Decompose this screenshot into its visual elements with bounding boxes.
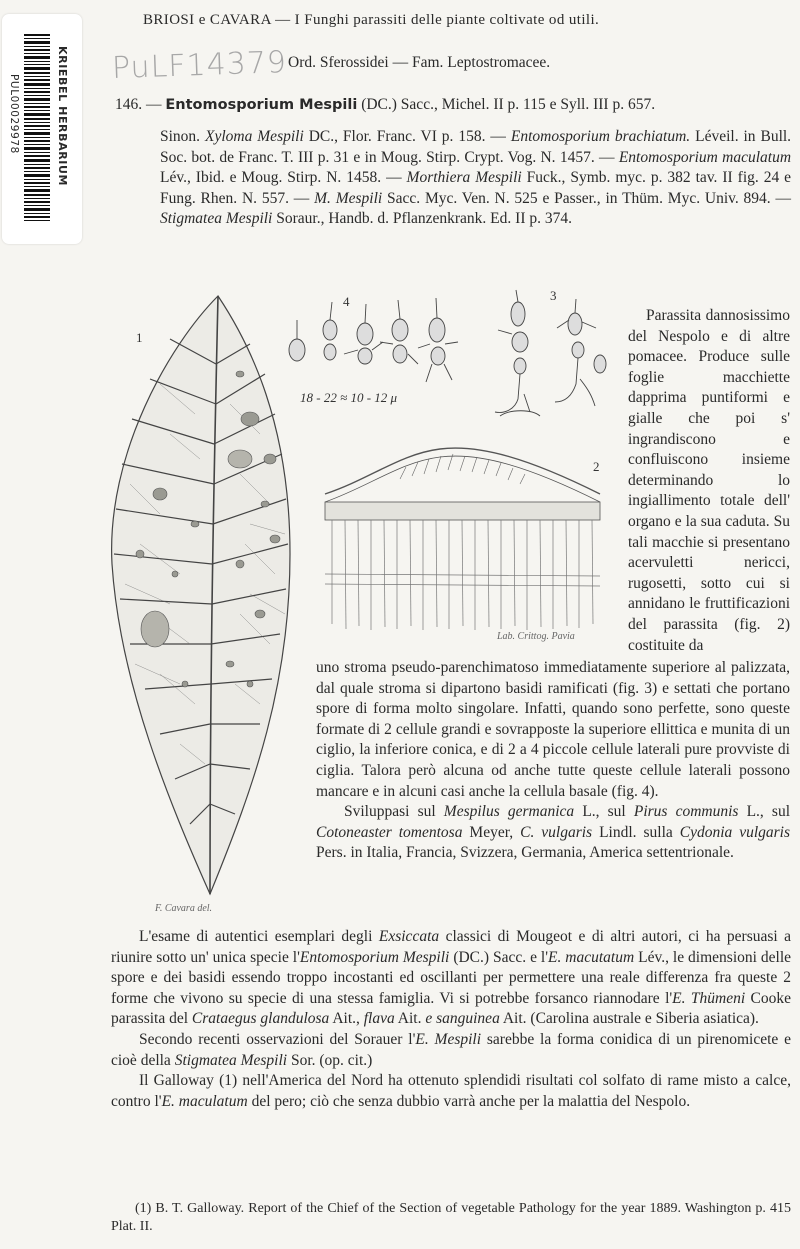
synonym-name: Morthiera Mespili: [406, 169, 522, 187]
paragraph-text: Ait.: [397, 1010, 422, 1028]
paragraph-text: Ait.,: [332, 1010, 360, 1028]
paragraph-text: Ait. (Carolina australe e Siberia asiatica).: [502, 1010, 759, 1028]
host-name: Mespilus germanica: [443, 803, 575, 821]
italic-term: Exsiccata: [378, 928, 440, 945]
description-paragraph-continued: uno stroma pseudo-parenchimatoso immediatamente superiore al palizzata, dal quale stroma si dipartono basidi ramificati (fig. 3) e settati che portano spore di forma molto singolare. Infatti, quando sono perfette, sono queste formate di 2 cellule grandi e sovrapposte la superiore ellittica e munita di un ciglio, la inferiore conica, e di 2 a 4 piccole cellule laterali pure provviste di ciglia. Talora però alcuna od anche tutte queste cellule laterali possono mancare e in alcuni casi anche la cellula basale (fig. 4).: [316, 659, 790, 800]
paragraph-text: L'esame di autentici esemplari degli: [139, 928, 373, 945]
barcode-number: PUL00029978: [8, 74, 20, 154]
italic-term: Crataegus glandulosa: [191, 1010, 330, 1028]
sorauer-paragraph: [111, 1030, 791, 1071]
hosts-text: Pers. in Italia, Francia, Svizzera, Germania, America settentrionale.: [316, 844, 734, 862]
synonym-citation: Lév., Ibid. e Moug. Stirp. N. 1458. —: [160, 169, 402, 187]
synonyms-block: [160, 127, 791, 230]
italic-term: flava: [363, 1010, 395, 1028]
entry-citation: (DC.) Sacc., Michel. II p. 115 e Syll. III p. 657.: [361, 96, 656, 113]
synonym-name: Stigmatea Mespili: [160, 210, 273, 228]
synonym-name: M. Mespili: [314, 189, 383, 207]
italic-term: E. macutatum: [548, 948, 635, 966]
italic-term: E. maculatum: [161, 1092, 248, 1110]
paragraph-text: classici di Mougeot e di altri autori, ci ha persuasi a riunire sotto un' unica specie l': [111, 928, 792, 966]
figure-label-3: 3: [550, 288, 557, 303]
paragraph-text: sarebbe la forma conidica di un pirenomicete e cioè della: [111, 1030, 792, 1069]
italic-term: Entomosporium Mespili: [299, 948, 450, 966]
host-name: Pirus communis: [633, 803, 739, 821]
synonym-citation: Sacc. Myc. Ven. N. 525 e Passer., in Thüm. Myc. Univ. 894. —: [387, 189, 791, 207]
paragraph-text: Il Galloway (1) nell'America del Nord ha ottenuto splendidi risultati col solfato di rame misto a calce, contro l': [111, 1072, 791, 1110]
synonym-citation: Soraur., Handb. d. Pflanzenkrank. Ed. II p. 374.: [276, 210, 572, 228]
italic-term: e sanguinea: [425, 1010, 500, 1028]
italic-term: E. Thümeni: [672, 989, 746, 1007]
spore-measurement: 18 - 22 ≈ 10 - 12 μ: [300, 390, 398, 405]
paragraph-text: Sor. (op. cit.): [290, 1051, 373, 1069]
host-name: C. vulgaris: [520, 823, 593, 841]
italic-term: Stigmatea Mespili: [174, 1051, 288, 1069]
artist-credit-section: Lab. Crittog. Pavia: [497, 631, 575, 642]
galloway-paragraph: [111, 1071, 791, 1112]
discussion-block: [111, 927, 791, 1112]
entry-number: 146. —: [115, 96, 162, 113]
description-column: [628, 306, 790, 656]
paragraph-text: Lév., le dimensioni delle spore e dei basidi essendo troppo incostanti ed oscillanti per permettere una reale differenza fra queste 2 forme che vivono su specie di una stessa famiglia. Vi si potrebbe forsanco riannodare l': [111, 948, 791, 1007]
footnote: (1) B. T. Galloway. Report of the Chief of the Section of vegetable Pathology for the year 1889. Washington p. 415 Plat. II.: [111, 1201, 791, 1234]
exsiccata-paragraph: [111, 927, 791, 1030]
artist-credit-leaf: F. Cavara del.: [155, 903, 213, 914]
species-name: Entomosporium Mespili: [165, 97, 358, 113]
synonym-name: Xyloma Mespili: [205, 128, 304, 145]
herbarium-name: KRIEBEL HERBARIUM: [56, 46, 69, 187]
paragraph-text: (DC.) Sacc. e l': [453, 948, 548, 966]
paragraph-text: del pero; ciò che senza dubbio varrà anche per la malattia del Nespolo.: [251, 1092, 691, 1110]
italic-term: E. Mespili: [415, 1030, 482, 1048]
order-family-line: Ord. Sferossidei — Fam. Leptostromacee.: [288, 54, 551, 71]
synonyms-label: Sinon.: [160, 128, 201, 145]
entry-heading: [115, 96, 791, 114]
synonym-name: Entomosporium maculatum: [618, 148, 792, 166]
cross-section-drawing: [325, 448, 600, 630]
spores-drawing: [289, 298, 458, 382]
hosts-text: Sviluppasi sul: [344, 803, 436, 821]
host-name: Cotoneaster tomentosa: [316, 823, 463, 841]
hosts-paragraph: [316, 802, 790, 864]
figure-label-1: 1: [136, 330, 143, 345]
running-title: BRIOSI e CAVARA — I Funghi parassiti delle piante coltivate od utili.: [143, 12, 600, 28]
description-continued: [316, 658, 790, 864]
paragraph-text: Secondo recenti osservazioni del Sorauer l': [139, 1030, 416, 1048]
synonym-citation: Fuck., Symb. myc. p. 382 tav. II fig. 24 e Fung. Rhen. N. 557. —: [160, 169, 792, 207]
synonym-citation: Léveil. in Bull. Soc. bot. de Franc. T. III p. 31 e in Moug. Stirp. Crypt. Vog. N. 1457. —: [160, 128, 792, 166]
synonym-citation: DC., Flor. Franc. VI p. 158. —: [308, 128, 506, 145]
figure-label-4: 4: [343, 294, 350, 309]
herbarium-label: [2, 14, 82, 244]
handwritten-accession-code: PuLF14379: [111, 44, 288, 87]
hosts-text: Meyer,: [469, 823, 514, 841]
host-name: Cydonia vulgaris: [679, 823, 791, 841]
synonym-name: Entomosporium brachiatum.: [510, 128, 691, 145]
description-paragraph-start: Parassita dannosissimo del Nespolo e di altre pomacee. Produce sulle foglie macchiette dapprima puntiformi e gialle che poi s' ingrandiscono e confluiscono insieme determinando lo ingiallimento totale dell' organo e la sua caduta. Su tali macchie si presentano acervuletti nericci, rugosetti, sotto cui si annidano le fruttificazioni del parassita (fig. 2) costituite da: [628, 307, 790, 654]
hosts-text: L., sul: [582, 803, 626, 821]
leaf-drawing: [112, 296, 290, 894]
hosts-text: L., sul: [746, 803, 791, 821]
figure-label-2: 2: [593, 459, 600, 474]
basidia-drawing: [495, 290, 606, 416]
hosts-text: Lindl. sulla: [599, 823, 673, 841]
paragraph-text: Cooke parassita del: [111, 989, 792, 1028]
